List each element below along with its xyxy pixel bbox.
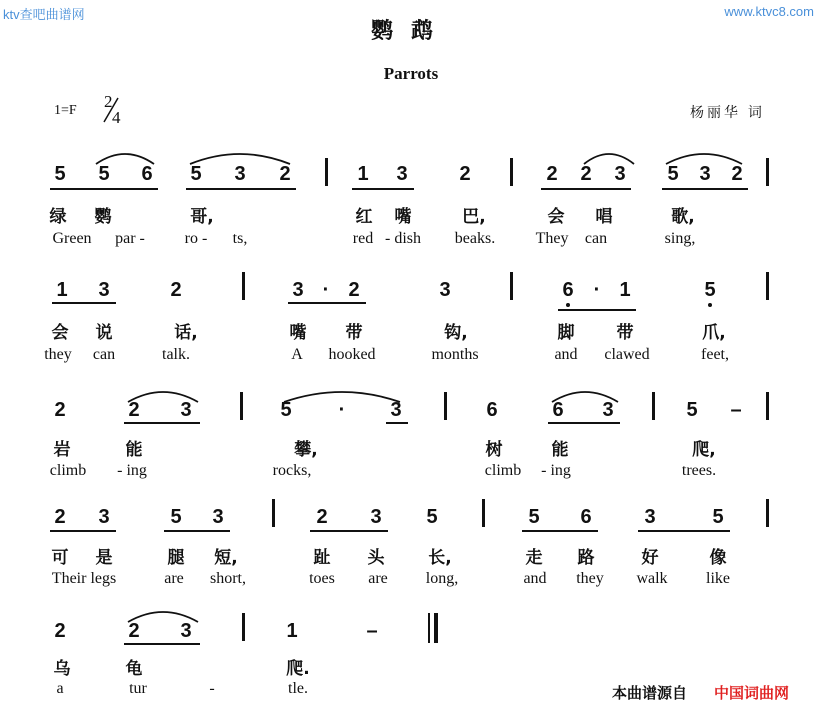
note: 3 <box>98 506 110 528</box>
note: 2 <box>580 163 592 185</box>
note: 6 <box>141 163 153 185</box>
lyric-zh: 绿 <box>49 207 67 227</box>
source-label: 本曲谱源自 <box>612 685 688 702</box>
barline <box>652 392 655 420</box>
lyric-zh: 话, <box>174 323 198 343</box>
lyric-zh: 乌 <box>53 659 71 679</box>
beam <box>352 188 414 190</box>
lyric-zh: 爪, <box>702 323 726 343</box>
note: 2 <box>731 163 743 185</box>
note: 5 <box>170 506 182 528</box>
lyric-zh: 像 <box>709 548 727 568</box>
lyric-zh: 说 <box>95 323 113 343</box>
beam <box>386 422 408 424</box>
time-top: 2 <box>104 92 113 111</box>
note: 5 <box>54 163 66 185</box>
barline <box>242 613 245 641</box>
note: 5 <box>712 506 724 528</box>
note: 3 <box>396 163 408 185</box>
beam <box>124 422 200 424</box>
lyric-en: rocks, <box>272 462 312 479</box>
note: 5 <box>528 506 540 528</box>
note: 1 <box>357 163 369 185</box>
note: 3 <box>180 620 192 642</box>
low-octave-dot <box>708 303 712 307</box>
barline <box>444 392 447 420</box>
lyric-en: clawed <box>604 346 650 363</box>
lyric-en: months <box>431 346 479 363</box>
note: 2 <box>459 163 471 185</box>
lyric-en: ro - <box>184 230 208 247</box>
lyric-zh: 巴, <box>462 207 486 227</box>
note: 3 <box>370 506 382 528</box>
beam <box>522 530 598 532</box>
lyric-en: can <box>92 346 116 363</box>
note: 3 <box>644 506 656 528</box>
beam <box>50 530 116 532</box>
final-barline-thin <box>428 613 430 643</box>
lyric-zh: 哥, <box>190 207 214 227</box>
lyric-en: Their legs <box>51 570 117 587</box>
lyric-zh: 岩 <box>53 440 71 460</box>
beam <box>186 188 296 190</box>
lyric-zh: 带 <box>345 323 363 343</box>
lyric-zh: 嘴 <box>289 323 307 343</box>
beam <box>541 188 631 190</box>
note: 5 <box>426 506 438 528</box>
lyric-en: Green <box>52 230 92 247</box>
note-dash: – <box>730 399 742 421</box>
note: 1 <box>286 620 298 642</box>
note: 3 <box>439 279 451 301</box>
note: 3 <box>234 163 246 185</box>
lyric-en: tur <box>129 680 147 697</box>
lyric-zh: 带 <box>616 323 634 343</box>
lyric-zh: 短, <box>214 548 238 568</box>
note: 2 <box>279 163 291 185</box>
note: 2 <box>54 506 66 528</box>
note: 2 <box>316 506 328 528</box>
note: 5 <box>190 163 202 185</box>
page-title: 鹦鹉 <box>370 18 451 44</box>
lyric-en: they <box>576 570 604 587</box>
note: · <box>338 399 346 421</box>
lyric-en: walk <box>636 570 668 587</box>
lyric-zh: 脚 <box>557 323 575 343</box>
lyric-en: are <box>164 570 184 587</box>
beam <box>548 422 620 424</box>
note: 3 <box>292 279 304 301</box>
lyric-zh: 能 <box>125 440 143 460</box>
lyric-zh: 爬, <box>692 440 716 460</box>
watermark-left: ktv查吧曲谱网 <box>3 7 85 22</box>
lyric-en: trees. <box>681 462 717 479</box>
note: 6 <box>552 399 564 421</box>
lyric-en: short, <box>210 570 246 587</box>
barline <box>510 158 513 186</box>
beam <box>662 188 748 190</box>
lyric-en: sing, <box>664 230 696 247</box>
lyric-en: hooked <box>328 346 376 363</box>
lyric-zh: 能 <box>551 440 569 460</box>
note: · <box>322 279 330 301</box>
lyric-en: can <box>584 230 608 247</box>
note: 3 <box>180 399 192 421</box>
note: 5 <box>686 399 698 421</box>
lyric-en: are <box>368 570 388 587</box>
lyric-zh: 红 <box>355 207 373 227</box>
page-subtitle: Parrots <box>383 64 439 83</box>
lyric-zh: 龟 <box>125 659 143 679</box>
lyric-en: - dish <box>385 230 421 247</box>
note: 1 <box>619 279 631 301</box>
note: 6 <box>486 399 498 421</box>
note: 5 <box>704 279 716 301</box>
watermark-right: www.ktvc8.com <box>724 4 814 19</box>
note: 3 <box>390 399 402 421</box>
note: 6 <box>580 506 592 528</box>
lyric-zh: 路 <box>577 548 595 568</box>
lyric-en: climb <box>484 462 522 479</box>
lyric-zh: 嘴 <box>394 207 412 227</box>
beam <box>124 643 200 645</box>
lyric-en: par - <box>115 230 145 247</box>
note: 3 <box>602 399 614 421</box>
note: 3 <box>614 163 626 185</box>
lyric-zh: 腿 <box>167 548 185 568</box>
lyric-en: beaks. <box>454 230 496 247</box>
lyric-en: toes <box>309 570 335 587</box>
lyric-zh: 树 <box>485 440 503 460</box>
barline <box>242 272 245 300</box>
note: 2 <box>54 620 66 642</box>
beam <box>288 302 366 304</box>
note: 3 <box>699 163 711 185</box>
lyric-zh: 会 <box>547 207 565 227</box>
lyric-zh: 唱 <box>595 207 613 227</box>
beam <box>558 309 636 311</box>
source-site-link[interactable]: 中国词曲网 <box>714 685 790 702</box>
barline <box>325 158 328 186</box>
note: 2 <box>348 279 360 301</box>
low-octave-dot <box>566 303 570 307</box>
lyric-en: A <box>291 346 303 363</box>
barline <box>510 272 513 300</box>
barline <box>766 272 769 300</box>
final-barline-thick <box>434 613 438 643</box>
lyric-zh: 鹦 <box>94 207 112 227</box>
lyric-en: and <box>554 346 578 363</box>
note: 1 <box>56 279 68 301</box>
beam <box>310 530 388 532</box>
lyric-en: talk. <box>162 346 190 363</box>
lyric-zh: 趾 <box>313 548 331 568</box>
lyric-zh: 攀, <box>294 440 318 460</box>
lyric-en: ts, <box>232 230 248 247</box>
lyric-zh: 会 <box>51 323 69 343</box>
lyric-en: they <box>44 346 72 363</box>
time-bottom: 4 <box>112 108 121 127</box>
lyric-en: They <box>535 230 569 247</box>
lyricist-credit: 杨丽华 词 <box>690 104 765 120</box>
barline <box>272 499 275 527</box>
beam <box>52 302 116 304</box>
lyric-en: - ing <box>117 462 147 479</box>
lyric-zh: 歌, <box>671 207 695 227</box>
note: 3 <box>212 506 224 528</box>
time-slash <box>102 92 124 126</box>
note: 2 <box>128 399 140 421</box>
lyric-zh: 头 <box>367 548 385 568</box>
lyric-en: tle. <box>288 680 308 697</box>
note: 5 <box>280 399 292 421</box>
lyric-en: - ing <box>541 462 571 479</box>
lyric-en: long, <box>425 570 459 587</box>
beam <box>164 530 230 532</box>
barline <box>766 499 769 527</box>
lyric-zh: 爬. <box>286 659 310 679</box>
note-dash: – <box>366 620 378 642</box>
lyric-zh: 走 <box>525 548 543 568</box>
note: 2 <box>54 399 66 421</box>
key-signature: 1=F <box>54 103 77 118</box>
note: 2 <box>546 163 558 185</box>
lyric-en: red <box>352 230 374 247</box>
barline <box>766 158 769 186</box>
note: · <box>593 279 601 301</box>
lyric-zh: 可 <box>51 548 69 568</box>
note: 3 <box>98 279 110 301</box>
barline <box>766 392 769 420</box>
lyric-en: a <box>56 680 64 697</box>
note: 5 <box>98 163 110 185</box>
barline <box>482 499 485 527</box>
beam <box>638 530 730 532</box>
lyric-zh: 好 <box>641 548 659 568</box>
note: 6 <box>562 279 574 301</box>
beam <box>50 188 158 190</box>
lyric-en: climb <box>49 462 87 479</box>
lyric-en: - <box>209 680 215 697</box>
lyric-en: like <box>706 570 730 587</box>
lyric-zh: 钩, <box>444 323 468 343</box>
lyric-en: feet, <box>701 346 729 363</box>
lyric-en: and <box>523 570 547 587</box>
lyric-zh: 是 <box>95 548 113 568</box>
note: 2 <box>170 279 182 301</box>
note: 2 <box>128 620 140 642</box>
note: 5 <box>667 163 679 185</box>
lyric-zh: 长, <box>428 548 452 568</box>
barline <box>240 392 243 420</box>
